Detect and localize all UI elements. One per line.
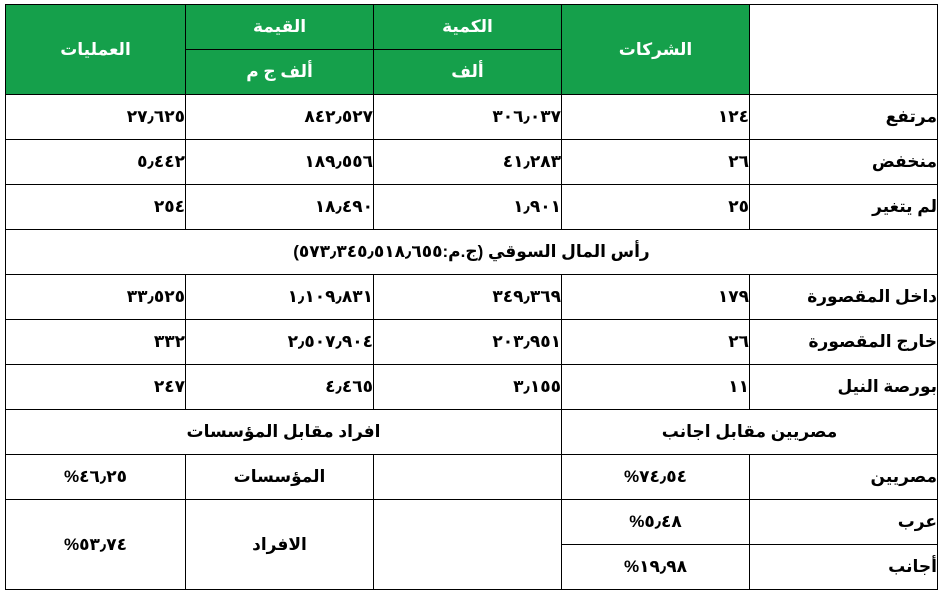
row-institutions-pct: ٤٦٫٢٥%: [6, 455, 186, 500]
row-unchanged-trades: ٢٥٤: [6, 185, 186, 230]
table-row: [6, 365, 938, 410]
header-quantity-unit: ألف: [374, 50, 562, 95]
row-label-up: مرتفع: [750, 95, 938, 140]
table-row: [6, 95, 938, 140]
market-summary-sheet: [0, 4, 942, 614]
row-nilex-trades: ٢٤٧: [6, 365, 186, 410]
market-summary-table: [5, 4, 938, 590]
section-header-nationality: مصريين مقابل اجانب: [562, 410, 938, 455]
row-label-individuals: الافراد: [186, 500, 374, 590]
row-up-value: ٨٤٢٫٥٢٧: [186, 95, 374, 140]
row-individuals-pct: ٥٣٫٧٤%: [6, 500, 186, 590]
row-down-companies: ٢٦: [562, 140, 750, 185]
row-nilex-companies: ١١: [562, 365, 750, 410]
row-down-value: ١٨٩٫٥٥٦: [186, 140, 374, 185]
row-up-companies: ١٢٤: [562, 95, 750, 140]
row-foreigners-pct: ١٩٫٩٨%: [562, 545, 750, 590]
row-unchanged-companies: ٢٥: [562, 185, 750, 230]
row-outside-value: ٢٫٥٠٧٫٩٠٤: [186, 320, 374, 365]
row-inside-companies: ١٧٩: [562, 275, 750, 320]
row-up-trades: ٢٧٫٦٢٥: [6, 95, 186, 140]
market-cap-row: [6, 230, 938, 275]
row-unchanged-value: ١٨٫٤٩٠: [186, 185, 374, 230]
row-nilex-quantity: ٣٫١٥٥: [374, 365, 562, 410]
row-inside-value: ١٫١٠٩٫٨٣١: [186, 275, 374, 320]
row-egyptians-pct: ٧٤٫٥٤%: [562, 455, 750, 500]
header-value-unit: ألف ج م: [186, 50, 374, 95]
market-cap-label: رأس المال السوقي (ج.م:٥٧٣٫٣٤٥٫٥١٨٫٦٥٥): [6, 230, 938, 275]
header-trades: العمليات: [6, 5, 186, 95]
table-row: [6, 500, 938, 545]
row-label-down: منخفض: [750, 140, 938, 185]
header-corner-blank: [750, 5, 938, 95]
section-header-row: [6, 410, 938, 455]
row-outside-quantity: ٢٠٣٫٩٥١: [374, 320, 562, 365]
row-down-trades: ٥٫٤٤٢: [6, 140, 186, 185]
row-label-unchanged: لم يتغير: [750, 185, 938, 230]
row-unchanged-quantity: ١٫٩٠١: [374, 185, 562, 230]
row-label-arabs: عرب: [750, 500, 938, 545]
row-label-nilex: بورصة النيل: [750, 365, 938, 410]
row-label-foreigners: أجانب: [750, 545, 938, 590]
header-quantity: الكمية: [374, 5, 562, 50]
section-header-investor-type: افراد مقابل المؤسسات: [6, 410, 562, 455]
row-label-outside: خارج المقصورة: [750, 320, 938, 365]
row-inside-trades: ٣٣٫٥٢٥: [6, 275, 186, 320]
table-row: [6, 455, 938, 500]
table-row: [6, 185, 938, 230]
table-row: [6, 320, 938, 365]
header-companies: الشركات: [562, 5, 750, 95]
row-inside-quantity: ٣٤٩٫٣٦٩: [374, 275, 562, 320]
row-nilex-value: ٤٫٤٦٥: [186, 365, 374, 410]
row-arabs-pct: ٥٫٤٨%: [562, 500, 750, 545]
row-label-inside: داخل المقصورة: [750, 275, 938, 320]
spacer-cell: [374, 500, 562, 590]
row-down-quantity: ٤١٫٢٨٣: [374, 140, 562, 185]
row-label-institutions: المؤسسات: [186, 455, 374, 500]
table-header-row-1: [6, 5, 938, 50]
table-row: [6, 275, 938, 320]
table-row: [6, 140, 938, 185]
spacer-cell: [374, 455, 562, 500]
row-outside-companies: ٢٦: [562, 320, 750, 365]
row-up-quantity: ٣٠٦٫٠٣٧: [374, 95, 562, 140]
row-outside-trades: ٣٣٢: [6, 320, 186, 365]
row-label-egyptians: مصريين: [750, 455, 938, 500]
header-value: القيمة: [186, 5, 374, 50]
